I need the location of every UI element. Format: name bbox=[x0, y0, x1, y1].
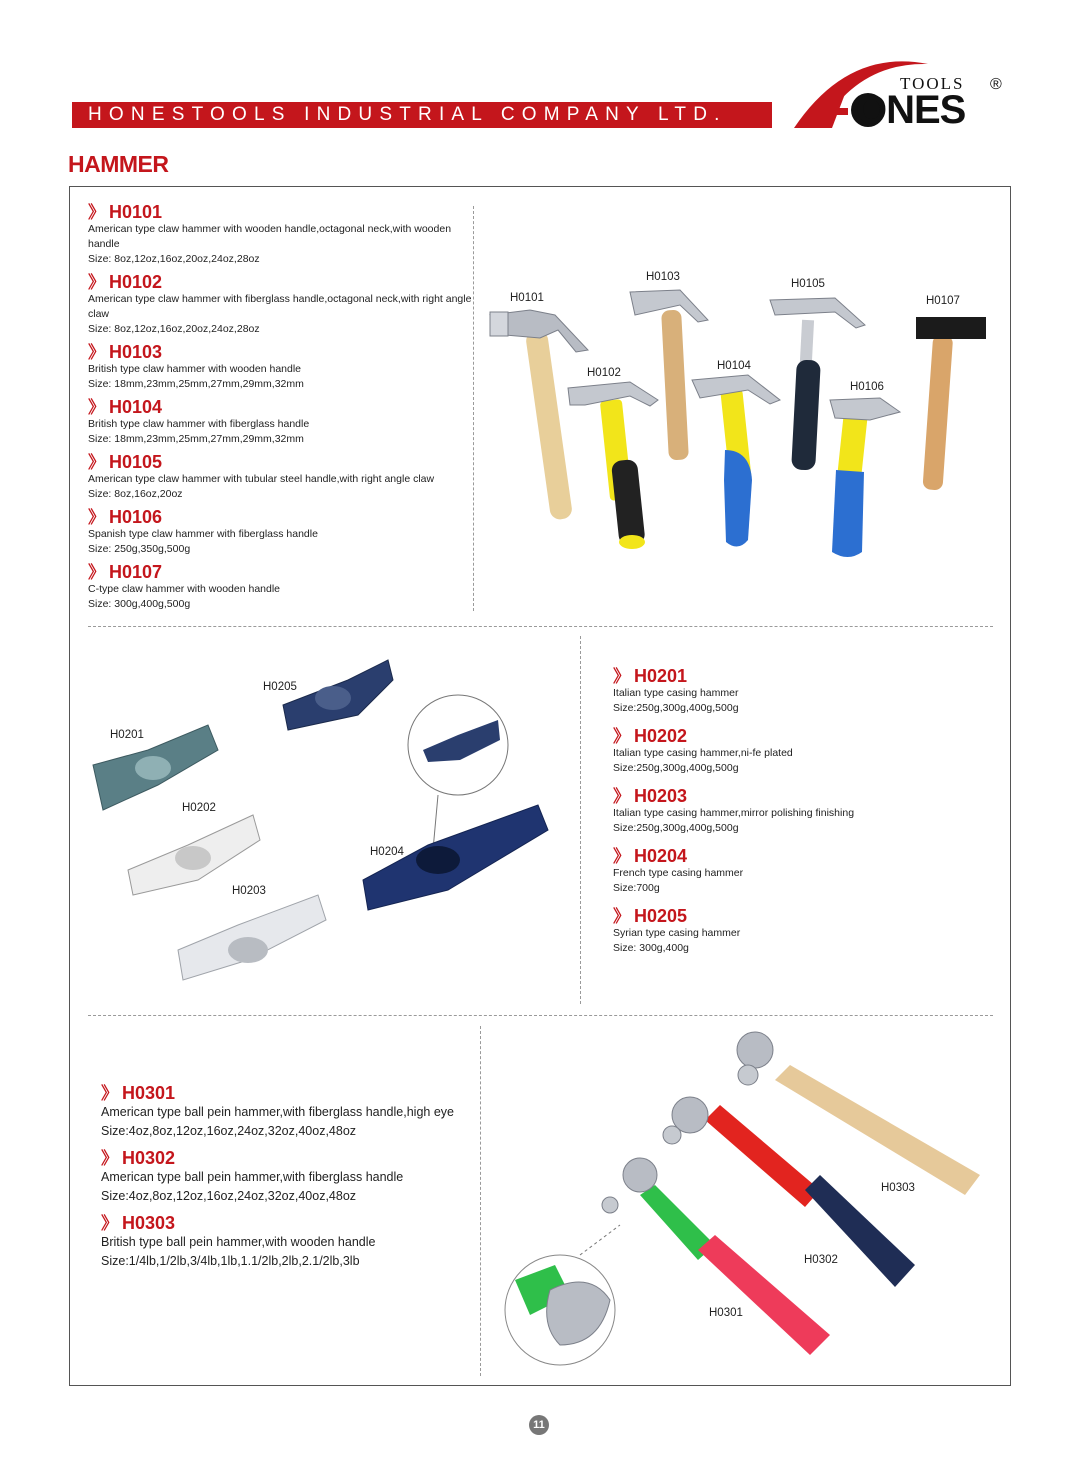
logo-registered-mark: ® bbox=[990, 76, 1002, 93]
product-description: Italian type casing hammer bbox=[613, 687, 739, 699]
chevron-icon: 》 bbox=[88, 342, 105, 362]
image-label: H0105 bbox=[791, 278, 825, 290]
product-entry-h0302 bbox=[101, 1148, 471, 1206]
chevron-icon: 》 bbox=[613, 726, 630, 746]
product-description: American type claw hammer with wooden handle,octagonal neck,with wooden handle bbox=[88, 223, 452, 250]
product-code: H0302 bbox=[122, 1148, 176, 1168]
product-entry-h0106 bbox=[88, 507, 478, 557]
product-description: C-type claw hammer with wooden handle bbox=[88, 583, 281, 595]
hammer-h0301-image bbox=[505, 1158, 830, 1365]
product-description: British type ball pein hammer,with wooden handle bbox=[101, 1235, 376, 1249]
chevron-icon: 》 bbox=[101, 1148, 118, 1168]
product-entry-h0201 bbox=[613, 666, 1003, 716]
image-label: H0107 bbox=[926, 295, 960, 307]
product-description: Syrian type casing hammer bbox=[613, 927, 741, 939]
product-entry-h0205 bbox=[613, 906, 1003, 956]
product-size: Size: 250g,350g,500g bbox=[88, 543, 191, 555]
product-code: H0201 bbox=[634, 666, 688, 686]
claw-hammers-illustration bbox=[480, 260, 1000, 570]
chevron-icon: 》 bbox=[88, 202, 105, 222]
image-label: H0205 bbox=[263, 681, 297, 693]
hammer-h0102-image bbox=[568, 382, 658, 549]
product-description: British type claw hammer with fiberglass handle bbox=[88, 418, 310, 430]
product-code: H0107 bbox=[109, 562, 163, 582]
product-size: Size: 18mm,23mm,25mm,27mm,29mm,32mm bbox=[88, 433, 304, 445]
product-code: H0102 bbox=[109, 272, 163, 292]
product-code: H0205 bbox=[634, 906, 688, 926]
product-description: British type claw hammer with wooden handle bbox=[88, 363, 302, 375]
product-code: H0303 bbox=[122, 1213, 176, 1233]
chevron-icon: 》 bbox=[613, 666, 630, 686]
product-description: American type ball pein hammer,with fiberglass handle,high eye bbox=[101, 1105, 454, 1119]
product-entry-h0204 bbox=[613, 846, 1003, 896]
product-code: H0105 bbox=[109, 452, 163, 472]
section-divider-1 bbox=[88, 626, 993, 627]
product-description: American type ball pein hammer,with fiberglass handle bbox=[101, 1170, 404, 1184]
chevron-icon: 》 bbox=[613, 906, 630, 926]
page-title: HAMMER bbox=[68, 151, 169, 177]
product-code: H0106 bbox=[109, 507, 163, 527]
product-entry-h0107 bbox=[88, 562, 478, 612]
product-size: Size: 300g,400g bbox=[613, 942, 689, 954]
hammer-h0106-image bbox=[830, 398, 900, 557]
product-size: Size: 8oz,16oz,20oz bbox=[88, 488, 183, 500]
image-label: H0103 bbox=[646, 271, 680, 283]
chevron-icon: 》 bbox=[88, 397, 105, 417]
chevron-icon: 》 bbox=[101, 1083, 118, 1103]
company-name-banner: HONESTOOLS INDUSTRIAL COMPANY LTD. bbox=[72, 102, 772, 128]
logo-wordmark: ONES bbox=[856, 88, 966, 132]
product-code: H0203 bbox=[634, 786, 688, 806]
logo-tools-text: TOOLS bbox=[900, 74, 965, 93]
hammer-h0101-image bbox=[490, 310, 588, 521]
product-entry-h0105 bbox=[88, 452, 478, 502]
product-size: Size:4oz,8oz,12oz,16oz,24oz,32oz,40oz,48oz bbox=[101, 1189, 357, 1203]
image-label: H0202 bbox=[182, 802, 216, 814]
hammer-h0204-image bbox=[363, 695, 548, 910]
chevron-icon: 》 bbox=[88, 452, 105, 472]
product-code: H0202 bbox=[634, 726, 688, 746]
chevron-icon: 》 bbox=[613, 846, 630, 866]
hammer-h0203-image bbox=[178, 895, 326, 980]
section-divider-2 bbox=[88, 1015, 993, 1016]
product-entry-h0202 bbox=[613, 726, 1003, 776]
chevron-icon: 》 bbox=[88, 562, 105, 582]
section2-divider bbox=[580, 636, 581, 1004]
image-label: H0106 bbox=[850, 381, 884, 393]
product-size: Size:1/4lb,1/2lb,3/4lb,1lb,1.1/2lb,2lb,2.1/2lb,3lb bbox=[101, 1254, 360, 1268]
product-description: American type claw hammer with tubular steel handle,with right angle claw bbox=[88, 473, 435, 485]
image-label: H0203 bbox=[232, 885, 266, 897]
image-label: H0302 bbox=[804, 1254, 838, 1266]
product-code: H0104 bbox=[109, 397, 163, 417]
product-description: French type casing hammer bbox=[613, 867, 744, 879]
product-description: Italian type casing hammer,ni-fe plated bbox=[613, 747, 793, 759]
image-label: H0101 bbox=[510, 292, 544, 304]
hammer-h0104-image bbox=[692, 375, 780, 547]
product-code: H0103 bbox=[109, 342, 163, 362]
product-code: H0204 bbox=[634, 846, 688, 866]
product-entry-h0101 bbox=[88, 202, 478, 267]
product-size: Size: 18mm,23mm,25mm,27mm,29mm,32mm bbox=[88, 378, 304, 390]
product-entry-h0203 bbox=[613, 786, 1003, 836]
image-label: H0301 bbox=[709, 1307, 743, 1319]
ball-pein-hammers-illustration bbox=[500, 1025, 990, 1370]
product-size: Size: 300g,400g,500g bbox=[88, 598, 191, 610]
product-size: Size:250g,300g,400g,500g bbox=[613, 702, 739, 714]
product-description: American type claw hammer with fiberglass handle,octagonal neck,with right angle claw bbox=[88, 293, 472, 320]
image-label: H0102 bbox=[587, 367, 621, 379]
product-code: H0101 bbox=[109, 202, 163, 222]
product-entry-h0301 bbox=[101, 1083, 471, 1141]
product-description: Spanish type claw hammer with fiberglass handle bbox=[88, 528, 318, 540]
chevron-icon: 》 bbox=[101, 1213, 118, 1233]
page-number: 11 bbox=[529, 1415, 549, 1435]
section3-divider bbox=[480, 1026, 481, 1376]
product-size: Size:4oz,8oz,12oz,16oz,24oz,32oz,40oz,48oz bbox=[101, 1124, 357, 1138]
product-entry-h0303 bbox=[101, 1213, 471, 1271]
product-description: Italian type casing hammer,mirror polishing finishing bbox=[613, 807, 855, 819]
product-size: Size: 8oz,12oz,16oz,20oz,24oz,28oz bbox=[88, 253, 260, 265]
product-size: Size: 8oz,12oz,16oz,20oz,24oz,28oz bbox=[88, 323, 260, 335]
hammer-h0103-image bbox=[630, 290, 708, 460]
chevron-icon: 》 bbox=[88, 507, 105, 527]
hammer-h0107-image bbox=[916, 317, 986, 491]
casing-hammers-illustration bbox=[88, 650, 568, 995]
product-entry-h0104 bbox=[88, 397, 478, 447]
image-label: H0201 bbox=[110, 729, 144, 741]
hammer-h0202-image bbox=[128, 815, 260, 895]
product-size: Size:250g,300g,400g,500g bbox=[613, 762, 739, 774]
product-size: Size:700g bbox=[613, 882, 660, 894]
image-label: H0303 bbox=[881, 1182, 915, 1194]
product-entry-h0103 bbox=[88, 342, 478, 392]
chevron-icon: 》 bbox=[88, 272, 105, 292]
product-code: H0301 bbox=[122, 1083, 176, 1103]
product-size: Size:250g,300g,400g,500g bbox=[613, 822, 739, 834]
hammer-h0205-image bbox=[283, 660, 393, 730]
chevron-icon: 》 bbox=[613, 786, 630, 806]
image-label: H0104 bbox=[717, 360, 751, 372]
product-entry-h0102 bbox=[88, 272, 478, 337]
image-label: H0204 bbox=[370, 846, 404, 858]
